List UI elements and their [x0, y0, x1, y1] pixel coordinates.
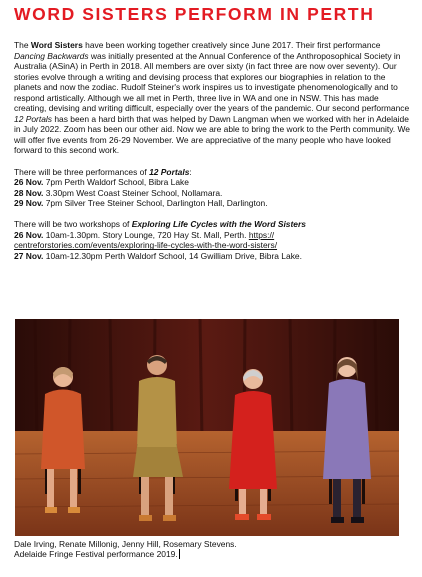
intro-text-4: has been a hard birth that was helped by Dawn Langman when we worked with her in Adelaide in July 2022. Zoom has been our other aid. Now we are able to bring the work to the Perth community. We will offer five events from 26-29 November. We are appreciative of the many people who have looked forward to this second work. — [14, 113, 410, 156]
performances-show-title: 12 Portals — [149, 166, 190, 177]
workshop-item — [14, 230, 410, 241]
workshops-intro-text: There will be two workshops of — [14, 219, 132, 230]
workshop-detail: 10am-12.30pm Perth Waldorf School, 14 Gwilliam Drive, Bibra Lake. — [45, 250, 302, 261]
photo-caption — [14, 539, 410, 560]
workshop-item — [14, 251, 410, 262]
performance-date: 28 Nov. — [14, 187, 44, 198]
intro-text-1: The — [14, 40, 31, 50]
workshop-link-line — [14, 240, 410, 251]
group-name: Word Sisters — [30, 40, 83, 50]
first-show-title: Dancing Backwards — [14, 50, 89, 61]
article-body — [14, 40, 410, 261]
performances-intro — [14, 167, 410, 178]
page-title: WORD SISTERS PERFORM IN PERTH — [14, 4, 375, 24]
intro-text-3: was initially presented at the Annual Conference of the Anthroposophical Society in Australia (ASinA) in Perth in 2018. All members are over sixty (in fact three are now over seventy). Our stories evolve through a writing and devising process that explores our biographies in relation to the planets and now the zodiac. Rudolf Steiner's work inspires us to investigate phenomenologically and to respond artistically. Although we all met in Perth, three live in WA and one in NSW. This has made creating, devising and writing difficult, especially over the years of the pandemic. Our second performance — [14, 50, 410, 114]
performance-item — [14, 198, 410, 209]
performance-detail: 7pm Perth Waldorf School, Bibra Lake — [43, 177, 189, 188]
performance-date: 29 Nov. — [14, 198, 44, 209]
workshops-title: Exploring Life Cycles with the Word Sisters — [131, 219, 306, 230]
workshop-link-part-2[interactable]: centreforstories.com/events/exploring-life-cycles-with-the-word-sisters/ — [14, 240, 278, 251]
performance-detail: 3.30pm West Coast Steiner School, Nollamara. — [43, 187, 223, 198]
caption-line-1: Dale Irving, Renate Millonig, Jenny Hill, Rosemary Stevens. — [14, 539, 237, 549]
intro-text-2: have been working together creatively since June 2017. Their first performance — [82, 40, 381, 50]
caption-line-2 — [14, 549, 410, 559]
performance-item — [14, 188, 410, 199]
workshop-detail: 10am-1.30pm. Story Lounge, 720 Hay St. Mall, Perth. — [43, 229, 249, 240]
workshop-date: 27 Nov. — [14, 250, 44, 261]
workshop-date: 26 Nov. — [14, 229, 44, 240]
caption-line-2-text: Adelaide Fringe Festival performance 2019. — [14, 549, 178, 560]
performances-colon: : — [189, 166, 192, 177]
performance-photo-illustration — [15, 319, 399, 536]
performances-intro-text: There will be three performances of — [14, 166, 150, 177]
second-show-title: 12 Portals — [14, 113, 52, 124]
performance-photo — [15, 319, 399, 536]
performance-date: 26 Nov. — [14, 177, 44, 188]
performance-detail: 7pm Silver Tree Steiner School, Darlington Hall, Darlington. — [43, 198, 268, 209]
performance-item — [14, 177, 410, 188]
intro-paragraph — [14, 40, 410, 156]
workshops-intro — [14, 219, 410, 230]
workshop-link-part-1[interactable]: https:// — [248, 229, 275, 240]
text-cursor — [179, 549, 180, 559]
